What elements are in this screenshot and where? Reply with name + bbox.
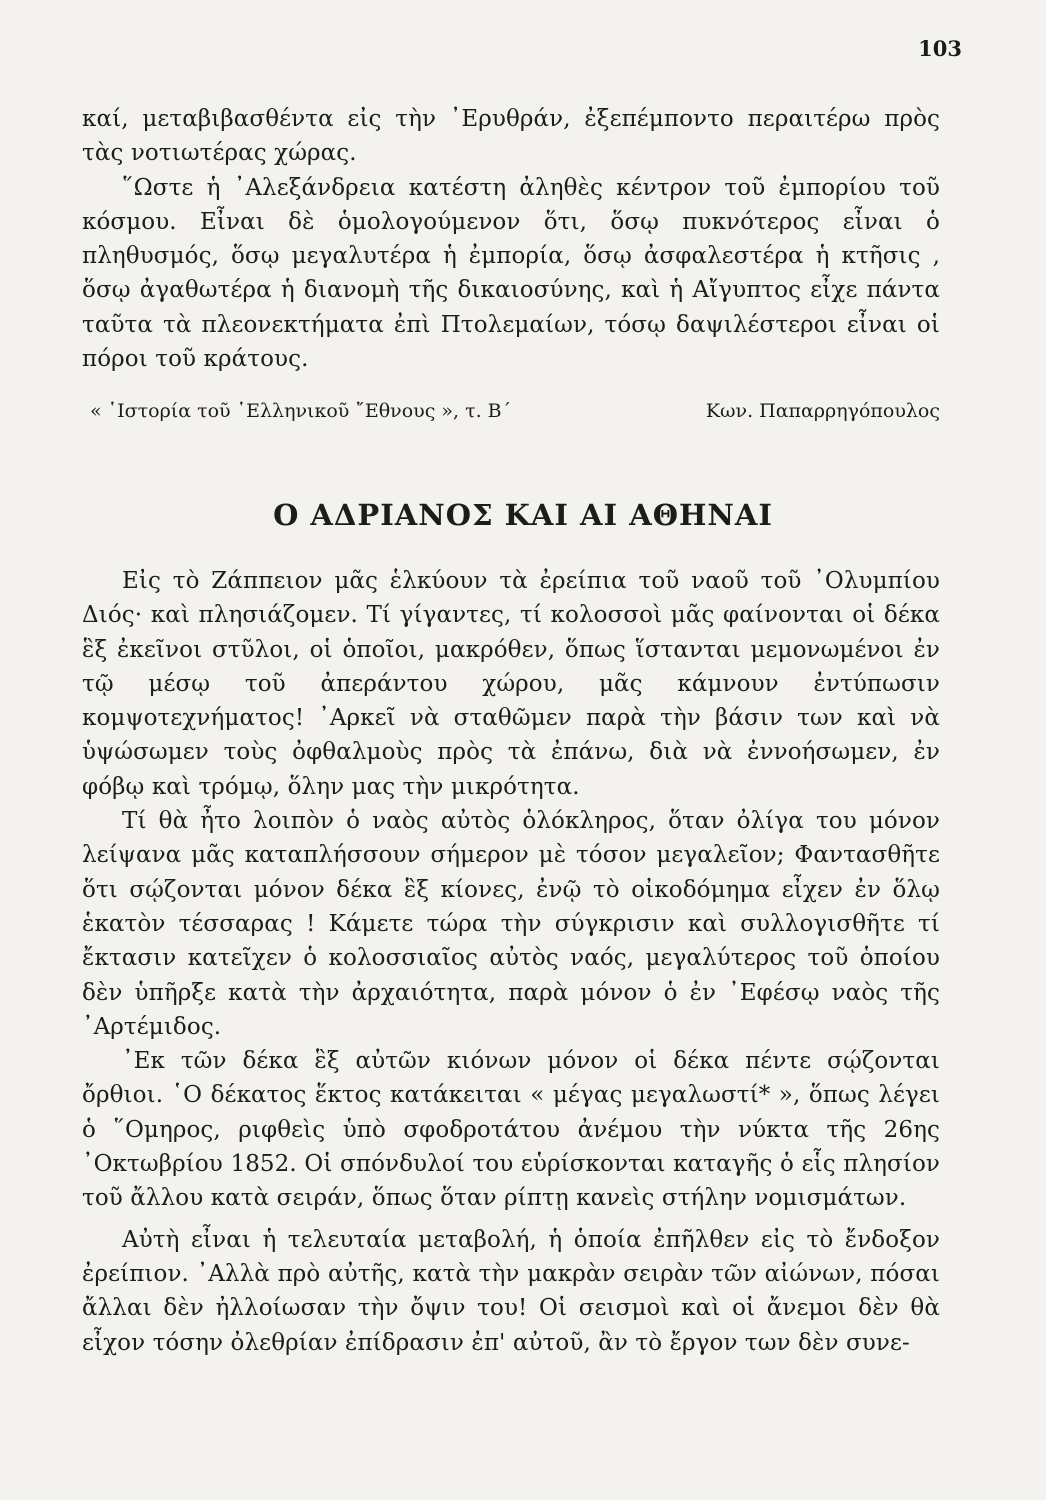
body-paragraph-3: ᾿Εκ τῶν δέκα ἓξ αὐτῶν κιόνων μόνον οἱ δέκα πέντε σῴζονται ὄρθιοι. ῾Ο δέκατος ἕκτος κατάκειται « μέγας μεγαλωστί* », ὅπως λέγει ὁ ῞Ομηρος, ριφθεὶς ὑπὸ σφοδροτάτου ἀνέμου τὴν νύκτα τῆς 26ης ᾿Οκτωβρίου 1852. Οἱ σπόνδυλοί του εὑρίσκονται καταγῆς ὁ εἷς πλησίον τοῦ ἄλλου κατὰ σειράν, ὅπως ὅταν ρίπτῃ κανεὶς στήλην νομισμάτων.	[82, 1048, 940, 1212]
intro-text	[82, 102, 940, 376]
body-paragraph-2: Τί θὰ ἦτο λοιπὸν ὁ ναὸς αὐτὸς ὁλόκληρος, ὅταν ὀλίγα του μόνον λείψανα μᾶς καταπλήσσουν σήμερον μὲ τόσον μεγαλεῖον; Φαντασθῆτε ὅτι σῴζονται μόνον δέκα ἓξ κίονες, ἐνῷ τὸ οἰκοδόμημα εἶχεν ἐν ὅλῳ ἑκατὸν τέσσαρας ! Κάμετε τώρα τὴν σύγκρισιν καὶ συλλογισθῆτε τί ἔκτασιν κατεῖχεν ὁ κολοσσιαῖος αὐτὸς ναός, μεγαλύτερος τοῦ ὁποίου δὲν ὑπῆρξε κατὰ τὴν ἀρχαιότητα, παρὰ μόνον ὁ ἐν ᾿Εφέσῳ ναὸς τῆς ᾿Αρτέμιδος.	[82, 808, 940, 1040]
body-paragraph-4: Αὐτὴ εἶναι ἡ τελευταία μεταβολή, ἡ ὁποία ἐπῆλθεν εἰς τὸ ἔνδοξον ἐρείπιον. ᾿Αλλὰ πρὸ αὐτῆς, κατὰ τὴν μακρὰν σειρὰν τῶν αἰώνων, πόσαι ἄλλαι δὲν ἠλλοίωσαν τὴν ὄψιν του! Οἱ σεισμοὶ καὶ οἱ ἄνεμοι δὲν θὰ εἶχον τόσην ὀλεθρίαν ἐπίδρασιν ἐπ' αὐτοῦ, ἂν τὸ ἔργον των δὲν συνε-	[82, 1226, 940, 1356]
body-text	[82, 564, 940, 1360]
citation	[82, 400, 940, 422]
citation-source: « ῾Ιστορία τοῦ ῾Ελληνικοῦ ῎Εθνους », τ. Β΄	[90, 400, 512, 422]
page-number: 103	[918, 36, 962, 61]
section-heading: Ο ΑΔΡΙΑΝΟΣ ΚΑΙ ΑΙ ΑΘΗΝΑΙ	[273, 498, 773, 532]
body-paragraph-1: Εἰς τὸ Ζάππειον μᾶς ἑλκύουν τὰ ἐρείπια τοῦ ναοῦ τοῦ ᾿Ολυμπίου Διός· καὶ πλησιάζομεν. Τί γίγαντες, τί κολοσσοὶ μᾶς φαίνονται οἱ δέκα ἓξ ἐκεῖνοι στῦλοι, οἱ ὁποῖοι, μακρόθεν, ὅπως ἵστανται μεμονωμένοι ἐν τῷ μέσῳ τοῦ ἀπεράντου χώρου, μᾶς κάμνουν ἐντύπωσιν κομψοτεχνήματος! ᾿Αρκεῖ νὰ σταθῶμεν παρὰ τὴν βάσιν των καὶ νὰ ὑψώσωμεν τοὺς ὀφθαλμοὺς πρὸς τὰ ἐπάνω, διὰ νὰ ἐννοήσωμεν, ἐν φόβῳ καὶ τρόμῳ, ὅλην μας τὴν μικρότητα.	[82, 568, 940, 800]
citation-author: Κων. Παπαρρηγόπουλος	[705, 400, 940, 422]
intro-paragraph-2: ῞Ωστε ἡ ᾿Αλεξάνδρεια κατέστη ἀληθὲς κέντρον τοῦ ἐμπορίου τοῦ κόσμου. Εἶναι δὲ ὁμολογούμενον ὅτι, ὅσῳ πυκνότερος εἶναι ὁ πληθυσμός, ὅσῳ μεγαλυτέρα ἡ ἐμπορία, ὅσῳ ἀσφαλεστέρα ἡ κτῆσις , ὅσῳ ἀγαθωτέρα ἡ διανομὴ τῆς δικαιοσύνης, καὶ ἡ Αἴγυπτος εἶχε πάντα ταῦτα τὰ πλεονεκτήματα ἐπὶ Πτολεμαίων, τόσῳ δαψιλέστεροι εἶναι οἱ πόροι τοῦ κράτους.	[82, 174, 940, 373]
intro-paragraph-1: καί, μεταβιβασθέντα εἰς τὴν ᾿Ερυθράν, ἐξεπέμποντο περαιτέρω πρὸς τὰς νοτιωτέρας χώρας.	[82, 106, 940, 167]
